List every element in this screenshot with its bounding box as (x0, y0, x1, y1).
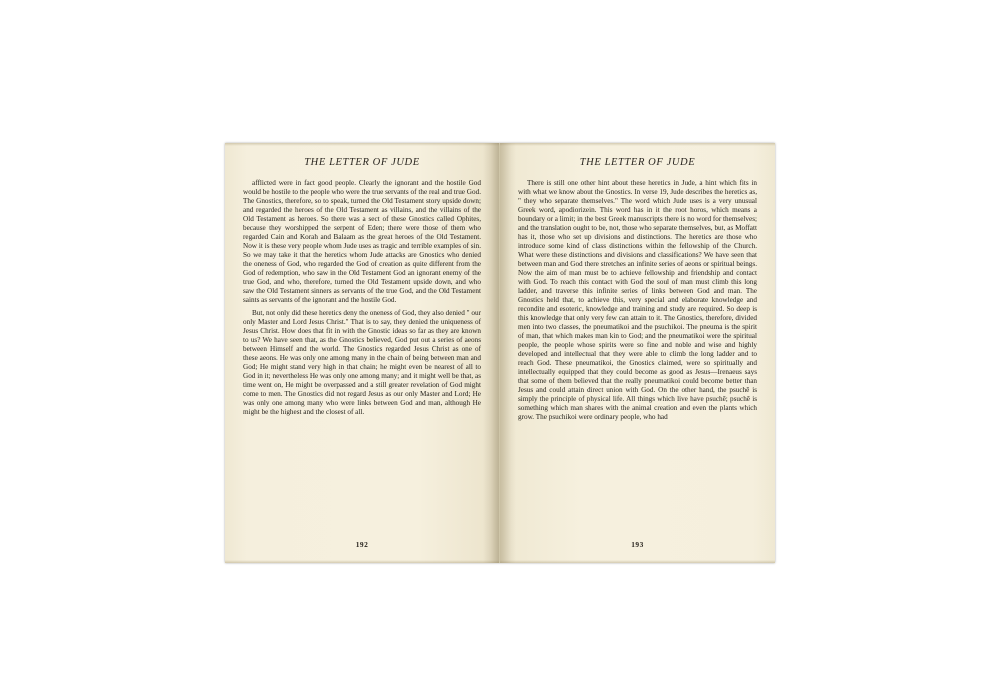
book-scan (225, 143, 775, 563)
left-page-running-head: THE LETTER OF JUDE (304, 157, 420, 168)
right-page (500, 143, 775, 563)
right-page-folio: 193 (631, 540, 644, 549)
left-paragraph-2: But, not only did these heretics deny the oneness of God, they also denied " our only Master and Lord Jesus Christ." That is to say, they denied the uniqueness of Jesus Christ. How does that fit in with the Gnostic ideas so far as they are known to us? We have seen that, as the Gnostics believed, God put out a series of aeons between Himself and the world. The Gnostics regarded Jesus Christ as one of these aeons. He was only one among many in the chain of being between man and God; He might stand very high in that chain; he might even be nearest of all to God in it; nevertheless He was only one among many; and it might well be that, as time went on, He might be overpassed and a still greater revelation of God might come to men. The Gnostics did not regard Jesus as our only Master and Lord; He was only one among many who were links between God and man, although He might be the highest and the closest of all. (243, 309, 481, 416)
page-edge-bottom-right (500, 560, 775, 563)
left-page-body (243, 179, 481, 417)
gutter-shadow-right (500, 143, 516, 563)
page-edge-top-right (500, 143, 775, 146)
right-page-running-head: THE LETTER OF JUDE (579, 157, 696, 168)
left-paragraph-1: afflicted were in fact good people. Clearly the ignorant and the hostile God would be hostile to the people who were the true servants of the real and true God. The Gnostics, therefore, so to speak, turned the Old Testament story upside down; and regarded the heroes of the Old Testament as villains, and the villains of the Old Testament as heroes. So there was a sect of these Gnostics called Ophites, because they worshipped the serpent of Eden; there were those of them who regarded Cain and Korah and Balaam as the great heroes of the Old Testament. Now it is these very people whom Jude uses as tragic and terrible examples of sin. So we may take it that the heretics whom Jude attacks are Gnostics who denied the oneness of God, who regarded the God of creation as quite different from the God of redemption, who saw in the Old Testament God an ignorant enemy of the true God, and who, therefore, turned the Old Testament upside down, and who saw the Old Testament sinners as servants of the true God, and the Old Testament saints as servants of the ignorant and the hostile God. (243, 179, 481, 304)
right-paragraph-1: There is still one other hint about these heretics in Jude, a hint which fits in with what we know about the Gnostics. In verse 19, Jude describes the heretics as, " they who separate themselves." The word which Jude uses is a very unusual Greek word, apodiorizein. This word has in it the root horos, which means a boundary or a limit; in the best Greek manuscripts there is no word for themselves; and the translation ought to be, not, those who separate themselves, but, as Moffatt has it, those who set up divisions and distinctions. The heretics are those who introduce some kind of class distinctions within the fellowship of the Church. What were these distinctions and divisions and classifications? We have seen that between man and God there stretches an infinite series of aeons or spiritual beings. Now the aim of man must be to achieve fellowship and friendship and contact with God. To reach this contact with God the soul of man must climb this long ladder, and traverse this infinite series of links between God and man. The Gnostics held that, to achieve this, very special and elaborate knowledge and recondite and esoteric, knowledge and training and study are required. So deep is this knowledge that only very few can attain to it. The Gnostics, therefore, divided men into two classes, the pneumatikoi and the psuchikoi. The pneuma is the spirit of man, that which makes man kin to God; and the pneumatikoi were the spiritual people, the people whose spirits were so fine and noble and wise and highly developed and intellectual that they were able to climb the long ladder and to reach God. These pneumatikoi, the Gnostics claimed, were so spiritually and intellectually equipped that they could become as good as Jesus—Irenaeus says that some of them believed that the really pneumatikoi could become better than Jesus and could attain direct union with God. On the other hand, the psuchē is simply the principle of physical life. All things which live have psuchē; psuchē is something which man shares with the animal creation and even the plants which grow. The psuchikoi were ordinary people, who had (518, 179, 757, 421)
gutter-shadow-left (483, 143, 499, 563)
page-edge-bottom-left (225, 560, 499, 563)
page-edge-top-left (225, 143, 499, 146)
right-page-body (518, 179, 757, 422)
left-page (225, 143, 500, 563)
left-page-folio: 192 (355, 540, 369, 549)
